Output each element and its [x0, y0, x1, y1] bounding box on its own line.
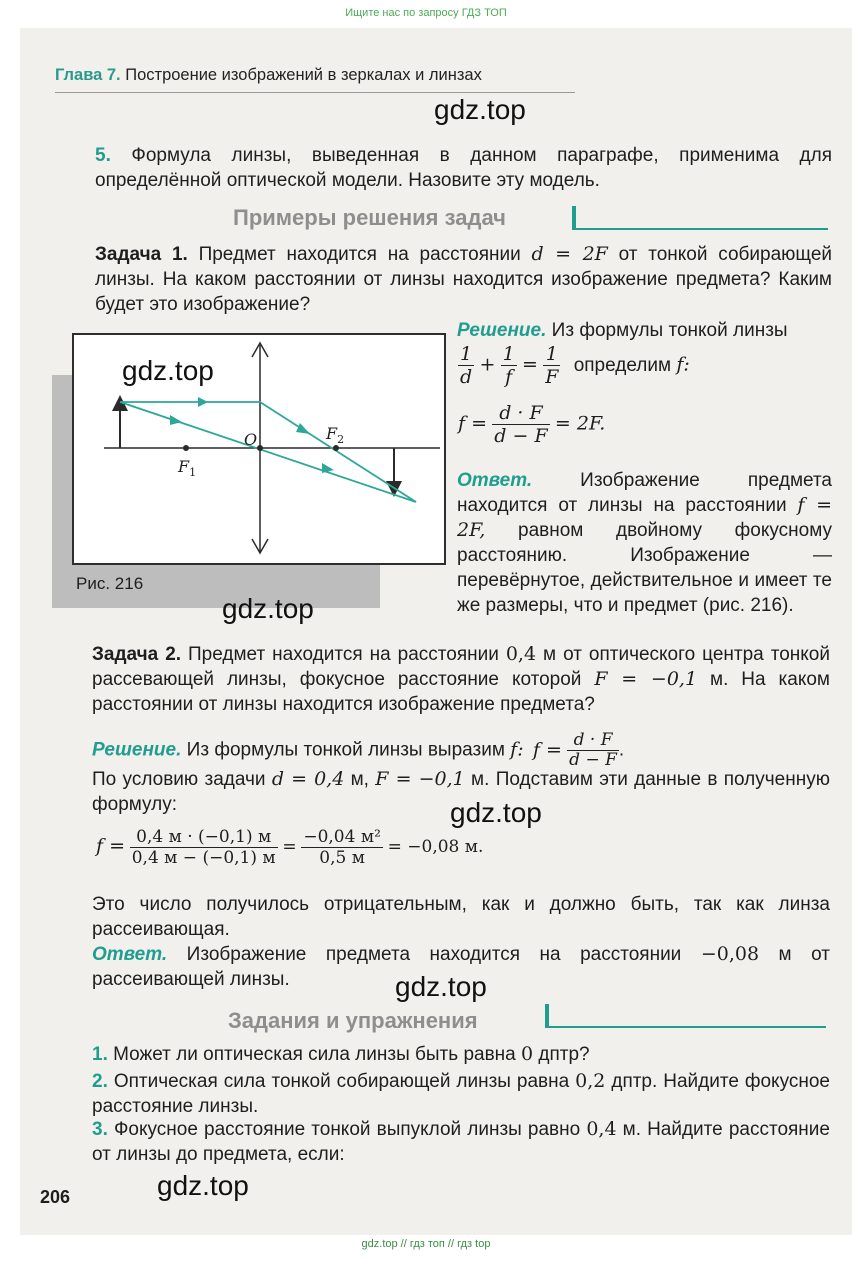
frac-1-f-num: 1: [502, 343, 515, 365]
ray-center: [120, 402, 416, 502]
exercise-2-b: дптр. Найдите фокусное расстояние линзы.: [92, 1071, 830, 1117]
ray-arrow-1: [198, 397, 208, 407]
calc-num-1: 0,4 м · (−0,1) м: [130, 827, 278, 848]
watermark: gdz.top: [395, 971, 487, 1002]
task-2-solution-label: Решение.: [92, 739, 182, 761]
task-2-cond-b: м,: [344, 769, 376, 790]
exercise-1-m: 0: [521, 1043, 534, 1065]
ray-arrow-4: [322, 463, 334, 473]
exercise-1-num: 1.: [92, 1044, 108, 1065]
exercise-2: [92, 1069, 830, 1119]
figure-caption: Рис. 216: [76, 574, 144, 593]
watermark: gdz.top: [157, 1170, 249, 1201]
calc-lhs: f =: [96, 834, 125, 857]
label-F1: [177, 457, 196, 479]
label-F1-sub: 1: [189, 466, 197, 479]
task-2-answer-a: Изображение предмета находится на расстоянии: [167, 944, 701, 965]
task-2-text-a: Предмет находится на расстоянии: [181, 644, 506, 665]
exercise-1-b: дптр?: [533, 1044, 590, 1065]
task-2-sol-var: f:: [510, 738, 524, 761]
ray-arrow-3: [170, 415, 182, 425]
exercise-3-a: Фокусное расстояние тонкой выпуклой линзы равно: [107, 1119, 587, 1140]
exercise-1: [92, 1042, 830, 1067]
task-1-math-d: d = 2F: [531, 243, 608, 265]
task-2-sol-frac: [567, 731, 619, 770]
page-number: 206: [40, 1187, 71, 1207]
question-5-text: Формула линзы, выведенная в данном параграфе, применима для определённой оптической модели. Назовите эту модель.: [95, 145, 832, 191]
calc-num-2: −0,04 м²: [303, 827, 381, 847]
watermark: gdz.top: [434, 94, 526, 125]
focal-lhs: f =: [458, 412, 487, 435]
section-title-examples: Примеры решения задач: [233, 205, 506, 230]
calc-eq: =: [282, 836, 297, 857]
focal-formula: [458, 402, 605, 447]
label-F2: [325, 424, 344, 446]
section-title-exercises: Задания и упражнения: [228, 1008, 478, 1033]
task-1-solution-intro: [457, 318, 788, 343]
task-2-note: Это число получилось отрицательным, как и должно быть, так как линза рассеивающая.: [92, 894, 830, 940]
determine-text: определим: [573, 354, 672, 376]
frac-1-F: [543, 343, 560, 388]
watermark: gdz.top: [222, 593, 314, 624]
task-1-answer: [457, 468, 832, 618]
task-2-sol-dot: .: [618, 739, 625, 761]
task-2-sol-den: d − F: [569, 750, 617, 770]
label-F2-sub: 2: [337, 433, 345, 446]
task-2-m1: 0,4: [505, 643, 537, 665]
task-2-sol-num: d · F: [567, 731, 619, 751]
task-2-text-c: м. На каком расстоянии от линзы находится изображение предмета?: [92, 669, 830, 715]
task-2-cond-a: По условию задачи: [92, 769, 272, 790]
exercise-1-a: Может ли оптическая сила линзы быть равна: [107, 1044, 522, 1065]
lens-formula: [458, 343, 690, 388]
task-2-answer-label: Ответ.: [92, 944, 168, 965]
task-1-solution-label: Решение.: [457, 320, 547, 341]
task-1-answer-a: Изображение предмета находится от линзы на расстоянии: [457, 470, 832, 516]
section-bar: [572, 206, 576, 230]
frac-1-F-num: 1: [543, 343, 560, 366]
task-1-label: Задача 1.: [95, 244, 188, 265]
task-2-solution: [92, 731, 624, 770]
chapter-title: Построение изображений в зеркалах и линзах: [120, 66, 482, 84]
exercise-3-num: 3.: [92, 1119, 108, 1140]
label-F1-main: F: [178, 457, 190, 476]
focal-rhs: = 2F.: [554, 412, 606, 435]
exercise-2-m: 0,2: [575, 1070, 606, 1092]
task-1-text-b: от тонкой собирающей линзы. На каком расстоянии от линзы находится изображение предмета? Каким будет это изображение?: [95, 244, 832, 315]
calc-frac-2: [301, 827, 383, 868]
chapter-header: [55, 66, 482, 85]
task-1-statement: [95, 242, 832, 317]
task-1-answer-b: равном двойному фокусному расстоянию. Изображение — перевёрнутое, действительное и имеет те же размеры, что и предмет (рис. 216).: [457, 520, 832, 616]
frac-1-F-den: F: [545, 366, 559, 388]
frac-1-f: [501, 343, 517, 388]
frac-1-d-num: 1: [458, 343, 474, 366]
top-note: Ищите нас по запросу ГДЗ ТОП: [345, 7, 507, 19]
frac-1-d: [458, 343, 474, 388]
center-o-dot: [257, 445, 263, 451]
task-2-answer-m: −0,08: [700, 943, 760, 965]
label-F2-main: F: [326, 424, 338, 443]
section-line: [545, 1026, 826, 1028]
question-5-number: 5.: [95, 145, 111, 166]
task-2-m2: F = −0,1: [594, 668, 698, 690]
task-2-solution-text: Из формулы тонкой линзы выразим: [181, 739, 511, 761]
ray-arrow-2: [296, 423, 310, 434]
question-5: [95, 143, 832, 193]
exercise-3-b: м. Найдите расстояние от линзы до предмета, если:: [92, 1119, 830, 1165]
exercise-3: [92, 1117, 830, 1167]
calc-den-2: 0,5 м: [319, 848, 365, 868]
watermark: gdz.top: [450, 797, 542, 828]
section-line: [572, 228, 828, 230]
task-1-answer-label: Ответ.: [457, 470, 533, 491]
task-2-label: Задача 2.: [92, 644, 182, 665]
exercise-2-num: 2.: [92, 1071, 108, 1092]
frac-1-f-den: f: [505, 366, 513, 388]
focal-den: d − F: [494, 425, 548, 447]
bottom-note: gdz.top // гдз топ // гдз top: [361, 1238, 491, 1250]
header-divider: [55, 92, 575, 93]
exercise-3-m: 0,4: [586, 1118, 617, 1140]
chapter-number: Глава 7.: [55, 66, 121, 84]
task-1-solution-text: Из формулы тонкой линзы: [546, 320, 788, 341]
exercise-2-a: Оптическая сила тонкой собирающей линзы равна: [107, 1071, 576, 1092]
task-2-statement: [92, 642, 830, 717]
plus-sign: +: [479, 353, 496, 376]
task-1-answer-math: f = 2F,: [457, 494, 832, 541]
equals-sign: =: [522, 353, 538, 376]
task-2-text-b: м от оптического центра тонкой рассевающей линзы, фокусное расстояние которой: [92, 644, 830, 690]
task-2-cond-c: м. Подставим эти данные в полученную формулу:: [92, 769, 830, 815]
task-2-answer-b: м от рассеивающей линзы.: [92, 944, 830, 990]
watermark: gdz.top: [122, 355, 214, 386]
task-1-text-a: Предмет находится на расстоянии: [187, 244, 532, 265]
calc-den-1: 0,4 м − (−0,1) м: [131, 848, 276, 868]
label-O: O: [244, 430, 258, 449]
task-2-sol-f: f =: [532, 738, 562, 761]
calc-frac-1: [130, 827, 278, 868]
task-2-calculation: [96, 827, 483, 868]
focal-num: d · F: [492, 402, 549, 425]
focal-frac: [492, 402, 549, 447]
section-bar: [545, 1004, 549, 1028]
task-2-cond-m1: d = 0,4: [271, 768, 345, 790]
task-2-cond-m2: F = −0,1: [375, 768, 465, 790]
focus-f1-dot: [183, 445, 189, 451]
calc-rhs: = −0,08 м.: [387, 836, 484, 857]
determine-var: f:: [676, 353, 690, 376]
frac-1-d-den: d: [460, 366, 473, 388]
